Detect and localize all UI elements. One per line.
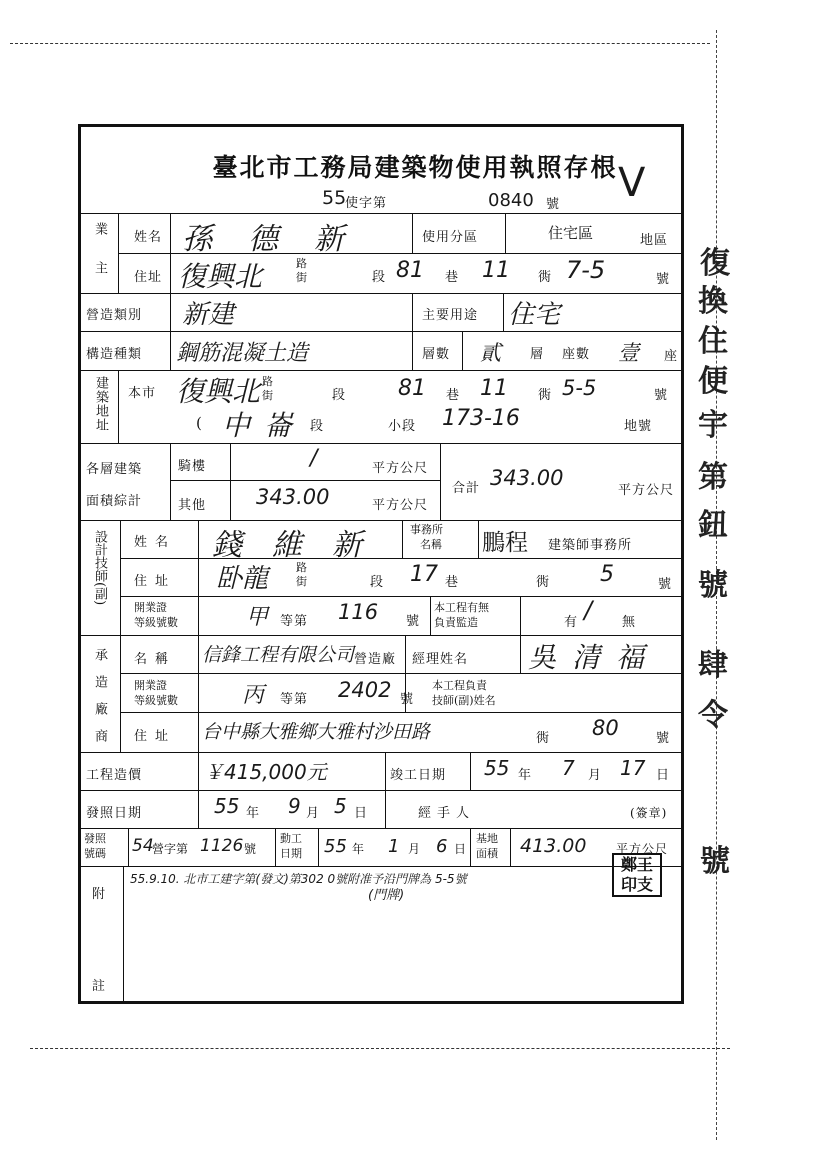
- site-lane-label: 巷: [446, 388, 461, 403]
- main-use-value: 住宅: [508, 300, 561, 330]
- license-word: 使字第: [345, 196, 388, 211]
- site-district-unit: 段: [310, 419, 325, 434]
- bottom-edge-line: [30, 1048, 730, 1049]
- completion-label: 竣工日期: [390, 768, 447, 783]
- supervise-yes: 有: [564, 615, 579, 630]
- permit-label-b: 號碼: [84, 847, 106, 860]
- lane-label: 巷: [445, 270, 460, 285]
- rule-v: [170, 213, 171, 293]
- rule-v: [118, 213, 119, 293]
- other-area-value: 343.00: [256, 485, 330, 509]
- document-title: 臺北市工務局建築物使用執照存根: [212, 153, 618, 182]
- start-label-a: 動工: [280, 832, 302, 845]
- completion-day-label: 日: [656, 768, 671, 783]
- designer-street-label: 街: [296, 575, 307, 588]
- factory-label: 營造廠: [354, 652, 397, 667]
- rule: [120, 712, 683, 713]
- rule-v: [440, 443, 441, 520]
- buildings-label: 座數: [562, 347, 591, 362]
- designer-grade-label: 等第: [280, 614, 309, 629]
- supervise-label-a: 本工程有無: [434, 601, 489, 614]
- contractor-name-value: 信鋒工程有限公司: [202, 644, 355, 666]
- designer-license-label-b: 等級號數: [134, 616, 178, 629]
- contractor-address-value: 台中縣大雅鄉大雅村沙田路: [202, 721, 431, 743]
- subsection-label: 小段: [388, 419, 417, 434]
- floors-value: 貳: [480, 341, 501, 365]
- owner-alley-value: 11: [482, 258, 510, 283]
- site-alley-value: 11: [480, 376, 508, 401]
- rule-v: [123, 866, 124, 1002]
- designer-name-label: 姓名: [134, 535, 177, 550]
- manager-name-value: 吳清福: [528, 641, 661, 674]
- site-no-value: 5-5: [562, 376, 597, 400]
- designer-license-label-a: 開業證: [134, 601, 167, 614]
- office-label-b: 名稱: [420, 538, 442, 551]
- site-number-label: 號: [654, 388, 669, 403]
- margin-char: 號: [700, 844, 730, 879]
- margin-char: 復: [700, 246, 730, 281]
- floor-area-label-a: 各層建築: [86, 462, 143, 477]
- office-name-value: 鵬程: [482, 530, 528, 556]
- remarks-value: 55.9.10. 北市工建字第(發文)第302 0號附准予沿門牌為 5-5號: [130, 872, 467, 886]
- rule: [79, 752, 683, 753]
- issue-day-label: 日: [354, 806, 369, 821]
- site-section-unit: 段: [332, 388, 347, 403]
- contractor-section-label: 承造廠商: [92, 648, 107, 756]
- rule: [120, 558, 683, 559]
- main-use-label: 主要用途: [422, 308, 479, 323]
- permit-word-label: 營字第: [152, 842, 189, 856]
- rule-v: [430, 596, 431, 635]
- rule-v: [470, 752, 471, 790]
- buildings-value: 壹: [618, 341, 639, 365]
- completion-day-value: 17: [620, 756, 646, 780]
- rule-v: [230, 443, 231, 520]
- contractor-no-value: 80: [592, 716, 619, 740]
- margin-char: 便: [698, 364, 728, 399]
- designer-name-value: 錢維新: [212, 528, 392, 563]
- total-label: 合計: [452, 481, 481, 496]
- resp-label-a: 本工程負責: [432, 679, 487, 692]
- floor-area-label-b: 面積綜計: [86, 494, 143, 509]
- build-type-label: 營造類別: [86, 308, 143, 323]
- designer-section-unit: 段: [370, 575, 385, 590]
- remarks-label-b: 註: [92, 979, 107, 994]
- permit-year-value: 54: [132, 836, 154, 856]
- number-label: 號: [656, 272, 671, 287]
- contractor-grade-value: 丙: [242, 683, 265, 708]
- top-edge-line: [10, 43, 710, 44]
- permit-label-a: 發照: [84, 832, 106, 845]
- designer-number-label: 號: [658, 577, 673, 592]
- designer-lane-value: 17: [410, 562, 438, 587]
- contractor-license-label-b: 等級號數: [134, 694, 178, 707]
- rule: [79, 828, 683, 829]
- start-year-label: 年: [352, 842, 366, 856]
- section-label: 段: [372, 270, 387, 285]
- rule-v: [170, 443, 171, 520]
- building-unit: 座: [664, 349, 679, 364]
- license-suffix: 號: [546, 197, 561, 212]
- rule-v: [198, 752, 199, 828]
- designer-section-label: 設計技師(副): [92, 530, 107, 606]
- designer-license-no-value: 116: [338, 600, 379, 624]
- start-day-label: 日: [454, 842, 468, 856]
- remarks-value-2: (門牌): [368, 888, 405, 903]
- arcade-unit: 平方公尺: [372, 461, 429, 476]
- alley-label: 衖: [538, 270, 553, 285]
- contractor-number-label: 號: [656, 731, 671, 746]
- margin-char: 鈕: [698, 508, 728, 543]
- start-day-value: 6: [436, 836, 448, 857]
- start-label-b: 日期: [280, 847, 302, 860]
- site-road-value: 復興北: [176, 375, 261, 408]
- rule-v: [505, 213, 506, 253]
- rule-v: [503, 293, 504, 331]
- use-zone-value: 住宅區: [548, 224, 594, 242]
- rule-v: [520, 635, 521, 673]
- resp-label-b: 技師(副)姓名: [432, 694, 496, 707]
- rule: [79, 370, 683, 371]
- designer-road-value: 卧龍: [216, 564, 269, 594]
- base-label-a: 基地: [476, 832, 498, 845]
- margin-char: 號: [698, 568, 728, 603]
- site-lane-value: 81: [398, 376, 426, 401]
- rule: [170, 480, 440, 481]
- designer-grade-value: 甲: [246, 605, 269, 630]
- rule-v: [412, 293, 413, 370]
- completion-year-label: 年: [518, 768, 533, 783]
- rule-v: [510, 828, 511, 866]
- owner-address-label: 住址: [134, 270, 163, 285]
- rule-v: [478, 520, 479, 558]
- permit-no-value: 1126: [200, 836, 244, 856]
- rule-v: [275, 828, 276, 866]
- rule-v: [520, 596, 521, 635]
- rule-v: [118, 370, 119, 443]
- site-alley-label: 衖: [538, 388, 553, 403]
- paren-open: (: [196, 414, 203, 432]
- manager-label: 經理姓名: [412, 652, 469, 667]
- official-seal: 鄭王印支: [612, 853, 662, 897]
- owner-name-label: 姓名: [134, 230, 163, 245]
- contractor-grade-label: 等第: [280, 692, 309, 707]
- margin-char: 住: [698, 324, 728, 359]
- cost-value: ￥415,000元: [204, 760, 327, 784]
- designer-address-label: 住址: [134, 574, 177, 589]
- supervise-mark: /: [584, 596, 593, 624]
- check-mark: V: [618, 160, 646, 206]
- cost-label: 工程造價: [86, 768, 143, 783]
- rule-v: [470, 828, 471, 866]
- road-label: 路: [296, 257, 307, 270]
- base-area-unit: 平方公尺: [616, 842, 669, 856]
- build-type-value: 新建: [182, 300, 235, 330]
- margin-char: 第: [698, 460, 728, 495]
- contractor-license-suffix: 號: [400, 692, 415, 707]
- sign-label: (簽章): [630, 806, 668, 820]
- completion-month-label: 月: [588, 768, 603, 783]
- arcade-label: 騎樓: [178, 459, 207, 474]
- rule-v: [120, 520, 121, 752]
- issue-day-value: 5: [334, 794, 347, 818]
- rule-v: [462, 331, 463, 370]
- city-label: 本市: [128, 386, 157, 401]
- rule-v: [170, 293, 171, 370]
- site-section-label: 建築地址: [93, 376, 108, 432]
- land-no-value: 173-16: [442, 406, 520, 431]
- margin-char: 換: [698, 284, 728, 319]
- site-road-label: 路: [262, 375, 273, 388]
- start-month-value: 1: [388, 836, 400, 857]
- rule: [79, 866, 683, 867]
- other-label: 其他: [178, 498, 207, 513]
- completion-month-value: 7: [562, 756, 575, 780]
- margin-char: 令: [698, 698, 728, 733]
- owner-section-label: 業主: [92, 222, 107, 300]
- designer-lane-label: 巷: [445, 575, 460, 590]
- structure-value: 鋼筋混凝土造: [176, 341, 309, 366]
- base-area-value: 413.00: [520, 835, 587, 857]
- issue-month-label: 月: [306, 806, 321, 821]
- margin-char: 宇: [698, 408, 728, 443]
- issue-date-label: 發照日期: [86, 806, 143, 821]
- rule-v: [412, 213, 413, 253]
- license-number: 0840: [488, 190, 534, 211]
- contractor-address-label: 住址: [134, 729, 177, 744]
- issue-year-value: 55: [214, 794, 240, 818]
- issue-month-value: 9: [288, 794, 301, 818]
- contractor-name-label: 名稱: [134, 652, 177, 667]
- owner-name-value: 孫德新: [182, 222, 380, 257]
- rule-v: [318, 828, 319, 866]
- office-label-a: 事務所: [410, 523, 443, 536]
- site-district-value: 中崙: [222, 409, 307, 442]
- floors-label: 層數: [422, 347, 451, 362]
- contractor-license-no-value: 2402: [338, 678, 392, 702]
- structure-label: 構造種類: [86, 347, 143, 362]
- contractor-alley-label: 衖: [536, 731, 551, 746]
- use-zone-label: 使用分區: [422, 230, 479, 245]
- supervise-no: 無: [622, 615, 637, 630]
- license-year: 55: [322, 187, 347, 209]
- owner-no-value: 7-5: [566, 256, 606, 284]
- owner-lane-value: 81: [396, 258, 424, 283]
- designer-license-suffix: 號: [406, 614, 421, 629]
- remarks-label-a: 附: [92, 887, 107, 902]
- site-street-label: 街: [262, 389, 273, 402]
- total-area-value: 343.00: [490, 466, 564, 490]
- designer-alley-label: 衖: [536, 575, 551, 590]
- margin-char: 肆: [698, 648, 728, 683]
- designer-no-value: 5: [600, 562, 614, 587]
- base-label-b: 面積: [476, 847, 498, 860]
- rule: [79, 790, 683, 791]
- land-no-label: 地號: [624, 419, 653, 434]
- owner-road-value: 復興北: [178, 260, 263, 293]
- arcade-value: /: [310, 446, 318, 471]
- rule: [120, 596, 683, 597]
- other-unit: 平方公尺: [372, 498, 429, 513]
- handler-label: 經手人: [418, 806, 476, 821]
- completion-year-value: 55: [484, 756, 510, 780]
- start-year-value: 55: [324, 836, 347, 857]
- start-month-label: 月: [408, 842, 422, 856]
- zone-suffix: 地區: [640, 233, 669, 248]
- contractor-license-label-a: 開業證: [134, 679, 167, 692]
- total-unit: 平方公尺: [618, 483, 675, 498]
- rule-v: [402, 520, 403, 558]
- issue-year-label: 年: [246, 806, 261, 821]
- floor-unit: 層: [530, 347, 545, 362]
- rule-v: [385, 752, 386, 828]
- supervise-label-b: 負責監造: [434, 616, 478, 629]
- office-suffix: 建築師事務所: [548, 538, 633, 553]
- street-label: 街: [296, 271, 307, 284]
- permit-no-suffix: 號: [244, 842, 258, 856]
- designer-road-label: 路: [296, 561, 307, 574]
- rule-v: [128, 828, 129, 866]
- rule-v: [198, 520, 199, 752]
